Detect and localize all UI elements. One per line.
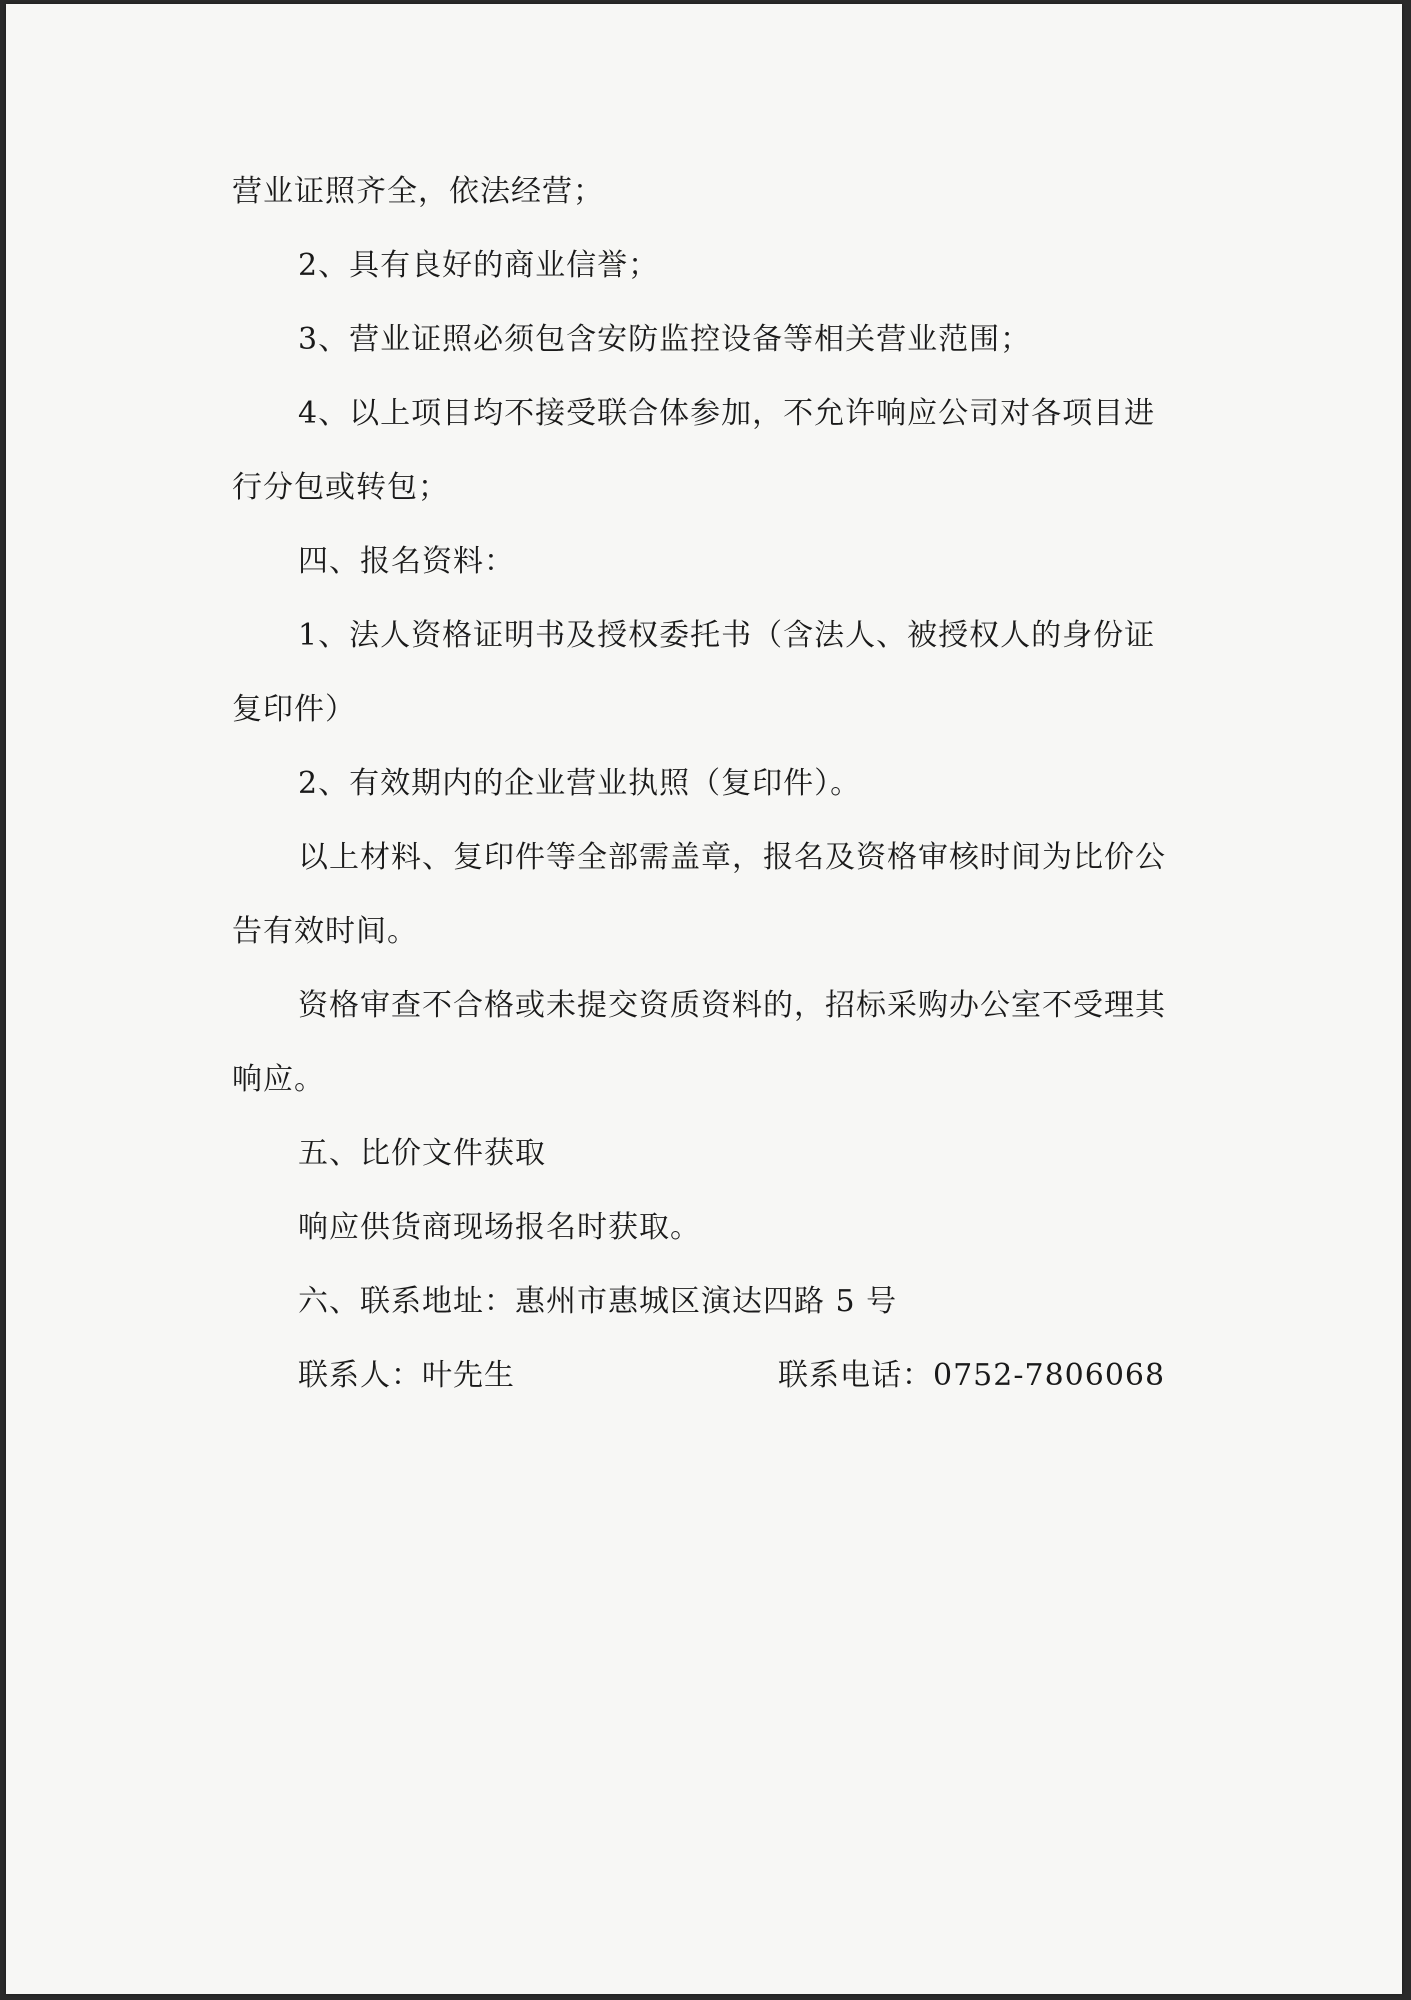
document-page [6, 4, 1402, 1994]
text-line: 4、以上项目均不接受联合体参加，不允许响应公司对各项目进 [298, 396, 1156, 431]
section-heading: 四、报名资料： [298, 544, 515, 579]
text-line: 资格审查不合格或未提交资质资料的，招标采购办公室不受理其 [298, 988, 1166, 1023]
text-line: 营业证照齐全，依法经营； [232, 174, 604, 209]
text-line: 3、营业证照必须包含安防监控设备等相关营业范围； [298, 322, 1032, 357]
section-heading: 六、联系地址：惠州市惠城区演达四路 5 号 [298, 1284, 898, 1319]
text-line: 响应。 [232, 1062, 325, 1097]
section-heading: 五、比价文件获取 [298, 1136, 546, 1171]
contact-phone: 联系电话：0752-7806068 [778, 1358, 1166, 1393]
text-line: 2、有效期内的企业营业执照（复印件）。 [298, 766, 862, 801]
text-line: 告有效时间。 [232, 914, 418, 949]
text-line: 以上材料、复印件等全部需盖章，报名及资格审核时间为比价公 [298, 840, 1166, 875]
text-line: 1、法人资格证明书及授权委托书（含法人、被授权人的身份证 [298, 618, 1156, 653]
text-line: 行分包或转包； [232, 470, 449, 505]
contact-person: 联系人：叶先生 [298, 1358, 515, 1393]
text-line: 2、具有良好的商业信誉； [298, 248, 660, 283]
text-line: 响应供货商现场报名时获取。 [298, 1210, 701, 1245]
text-line: 复印件） [232, 692, 356, 727]
